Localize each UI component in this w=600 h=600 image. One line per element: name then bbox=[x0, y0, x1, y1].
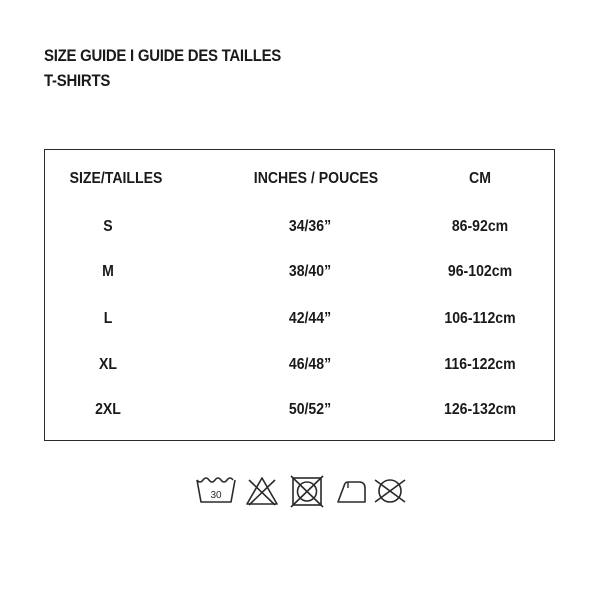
table-cell-size: L bbox=[103, 310, 113, 327]
table-cell-inches: 42/44” bbox=[288, 310, 332, 327]
page-title: SIZE GUIDE I GUIDE DES TAILLES bbox=[44, 46, 282, 65]
table-cell-inches: 46/48” bbox=[288, 356, 332, 373]
size-table bbox=[44, 149, 555, 441]
wash-temperature: 30 bbox=[210, 490, 222, 501]
table-cell-inches: 38/40” bbox=[288, 263, 332, 280]
page-subtitle: T-SHIRTS bbox=[44, 71, 111, 90]
table-cell-size: XL bbox=[99, 356, 117, 373]
table-cell-size: S bbox=[103, 218, 113, 235]
column-header-size: SIZE/TAILLES bbox=[69, 170, 163, 187]
table-cell-size: M bbox=[102, 263, 114, 280]
column-header-inches: INCHES / POUCES bbox=[253, 170, 379, 187]
column-header-cm: CM bbox=[469, 170, 491, 187]
table-cell-cm: 126-132cm bbox=[443, 401, 517, 418]
table-cell-cm: 86-92cm bbox=[451, 218, 509, 235]
care-icons bbox=[194, 474, 414, 510]
do-not-tumble-dry-icon bbox=[289, 474, 325, 510]
table-cell-inches: 34/36” bbox=[288, 218, 332, 235]
iron-icon bbox=[334, 474, 370, 510]
do-not-bleach-icon bbox=[244, 474, 280, 510]
table-cell-size: 2XL bbox=[95, 401, 121, 418]
table-cell-cm: 106-112cm bbox=[444, 310, 516, 327]
table-cell-cm: 116-122cm bbox=[444, 356, 516, 373]
table-cell-cm: 96-102cm bbox=[447, 263, 513, 280]
do-not-dry-clean-icon bbox=[372, 474, 408, 510]
table-cell-inches: 50/52” bbox=[288, 401, 332, 418]
wash-30-icon bbox=[194, 474, 238, 510]
